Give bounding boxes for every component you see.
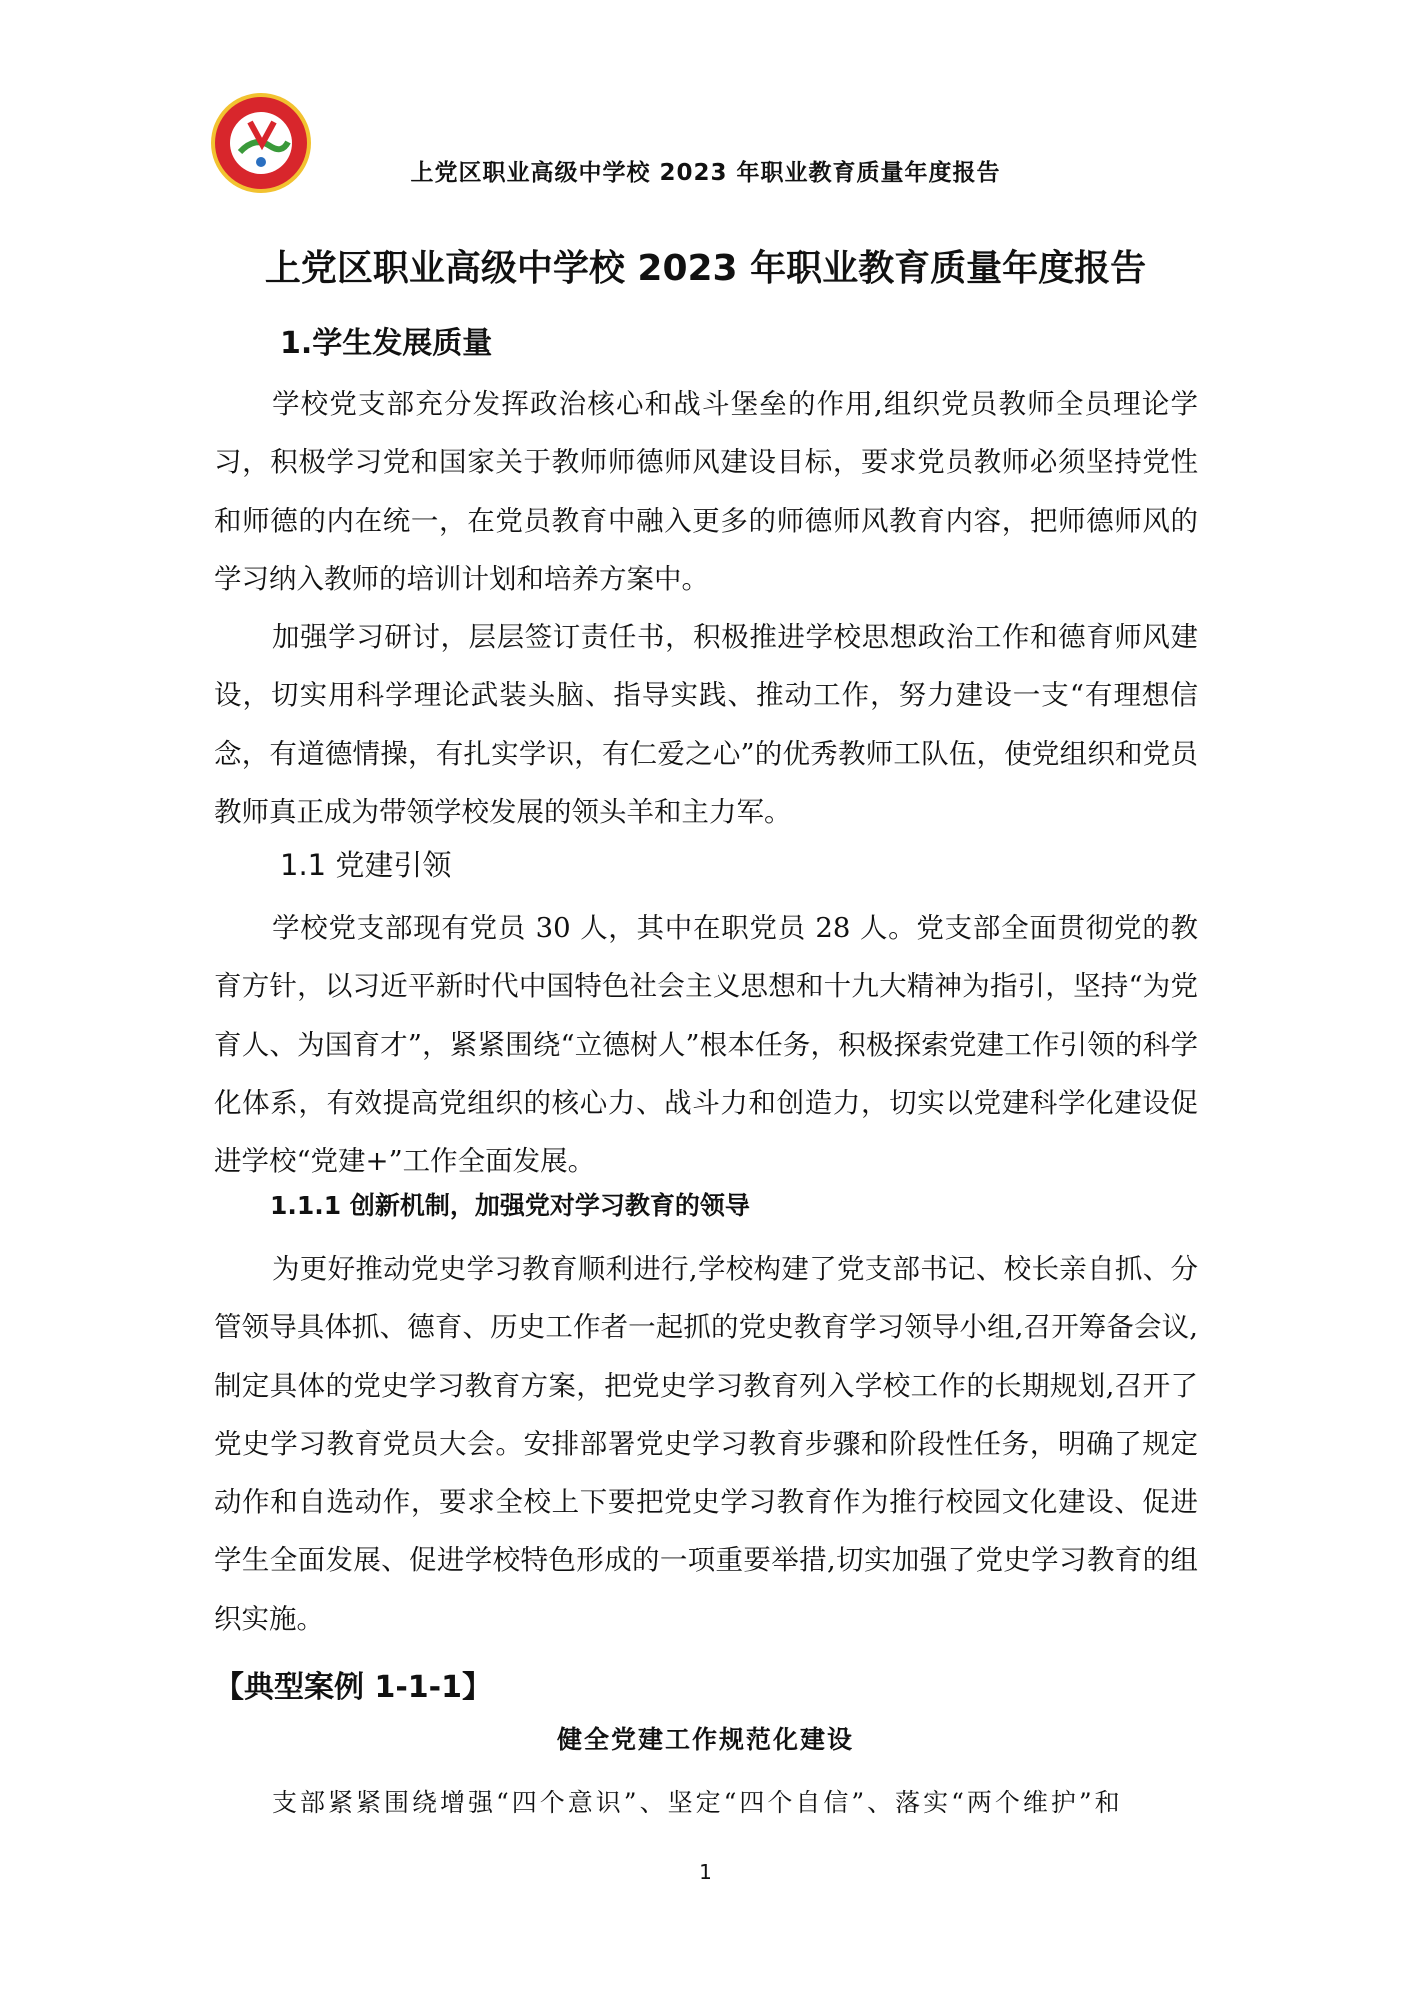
- paragraph: 加强学习研讨，层层签订责任书，积极推进学校思想政治工作和德育师风建设，切实用科学理论武装头脑、指导实践、推动工作，努力建设一支“有理想信念，有道德情操，有扎实学识，有仁爱之心”的优秀教师工队伍，使党组织和党员教师真正成为带领学校发展的领头羊和主力军。: [214, 621, 1198, 828]
- paragraph: 为更好推动党史学习教育顺利进行,学校构建了党支部书记、校长亲自抓、分管领导具体抓、德育、历史工作者一起抓的党史教育学习领导小组,召开筹备会议,制定具体的党史学习教育方案，把党史学习教育列入学校工作的长期规划,召开了党史学习教育党员大会。安排部署党史学习教育步骤和阶段性任务，明确了规定动作和自选动作，要求全校上下要把党史学习教育作为推行校园文化建设、促进学生全面发展、促进学校特色形成的一项重要举措,切实加强了党史学习教育的组织实施。: [214, 1253, 1198, 1635]
- page-number: 1: [699, 1860, 712, 1884]
- subsection-heading: 1.1 党建引领: [280, 848, 452, 882]
- section-heading: 1.学生发展质量: [280, 326, 493, 361]
- case-paragraph: 支部紧紧围绕增强“四个意识”、坚定“四个自信”、落实“两个维护”和: [272, 1788, 1123, 1817]
- paragraph: 学校党支部充分发挥政治核心和战斗堡垒的作用,组织党员教师全员理论学习，积极学习党和国家关于教师师德师风建设目标，要求党员教师必须坚持党性和师德的内在统一，在党员教育中融入更多的师德师风教育内容，把师德师风的学习纳入教师的培训计划和培养方案中。: [214, 388, 1198, 595]
- case-title: 健全党建工作规范化建设: [556, 1725, 854, 1754]
- paragraph: 学校党支部现有党员 30 人，其中在职党员 28 人。党支部全面贯彻党的教育方针，以习近平新时代中国特色社会主义思想和十九大精神为指引，坚持“为党育人、为国育才”，紧紧围绕“立德树人”根本任务，积极探索党建工作引领的科学化体系，有效提高党组织的核心力、战斗力和创造力，切实以党建科学化建设促进学校“党建+”工作全面发展。: [214, 912, 1198, 1178]
- subsubsection-heading: 1.1.1 创新机制，加强党对学习教育的领导: [270, 1191, 750, 1220]
- case-label: 【典型案例 1-1-1】: [214, 1670, 492, 1705]
- running-header: 上党区职业高级中学校 2023 年职业教育质量年度报告: [410, 160, 1001, 186]
- document-title: 上党区职业高级中学校 2023 年职业教育质量年度报告: [264, 248, 1147, 289]
